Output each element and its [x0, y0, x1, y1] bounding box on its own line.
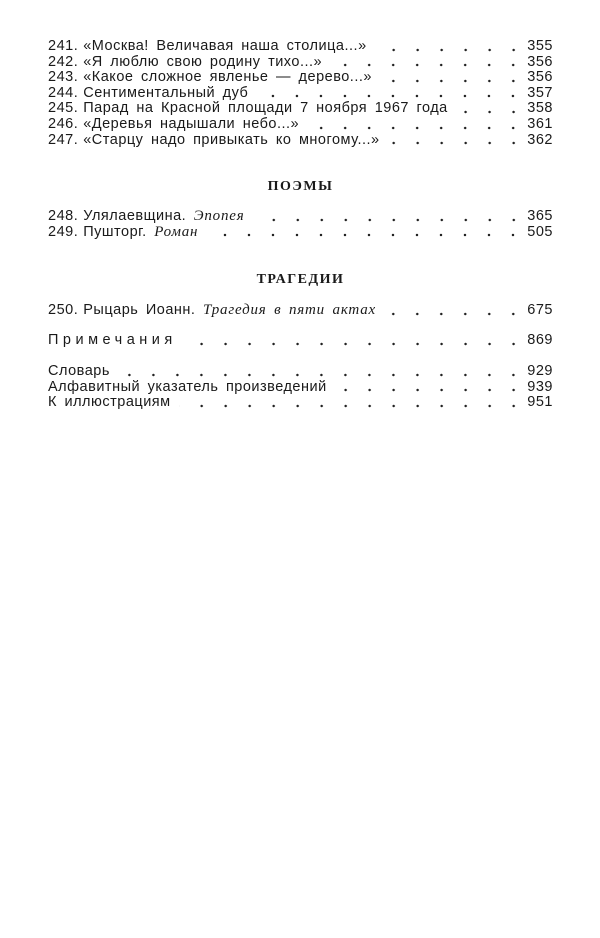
leader-dots — [456, 110, 526, 114]
entry-page: 357 — [527, 84, 553, 101]
entry-page: 951 — [527, 394, 553, 411]
entry-page: 365 — [527, 208, 553, 224]
toc-entry[interactable] — [48, 364, 553, 380]
entry-number: 248. — [48, 208, 79, 224]
toc-entry[interactable] — [48, 133, 553, 149]
leader-dots — [253, 218, 526, 222]
toc-section-poemy — [48, 209, 553, 240]
entry-page: 356 — [527, 69, 553, 86]
section-heading-tragedies: ТРАГЕДИИ — [256, 272, 345, 287]
entry-title: «Какое сложное явленье — дерево...» — [83, 69, 372, 86]
entry-title: «Деревья надышали небо...» — [83, 115, 300, 132]
leader-dots — [179, 404, 526, 408]
entry-title: «Старцу надо привыкать ко многому...» — [83, 131, 380, 148]
entry-title: Парад на Красной площади 7 ноября 1967 года — [83, 100, 448, 117]
entry-title-wrap — [83, 303, 376, 319]
entry-page: 361 — [527, 115, 553, 132]
entry-title: Сентиментальный дуб — [83, 84, 249, 101]
toc-entry[interactable] — [48, 86, 553, 102]
leader-dots — [307, 126, 525, 130]
entry-number: 244. — [48, 84, 79, 101]
entry-title: «Я люблю свою родину тихо...» — [83, 53, 323, 70]
entry-title-wrap — [83, 225, 198, 241]
toc-entry[interactable] — [48, 70, 553, 86]
entry-title: «Москва! Величавая наша столица...» — [83, 38, 367, 54]
entry-number: 243. — [48, 69, 79, 86]
entry-title-wrap — [48, 395, 171, 411]
entry-page: 355 — [527, 38, 553, 54]
leader-dots — [118, 373, 525, 377]
toc-entry[interactable] — [48, 209, 553, 225]
entry-title: Алфавитный указатель произведений — [48, 378, 327, 395]
entry-page: 362 — [527, 131, 553, 148]
entry-title-wrap — [83, 70, 372, 86]
toc-section-tragedies — [48, 303, 553, 319]
entry-page: 505 — [527, 223, 553, 240]
toc-entry[interactable] — [48, 55, 553, 71]
entry-number: 250. — [48, 302, 79, 318]
leader-dots — [388, 141, 526, 145]
entry-genre: Роман — [154, 223, 199, 240]
entry-title-wrap — [48, 364, 110, 380]
entry-page: 356 — [527, 53, 553, 70]
entry-title-wrap — [83, 86, 248, 102]
entry-title-wrap — [83, 39, 366, 55]
section-heading-poems: ПОЭМЫ — [267, 179, 334, 194]
toc-entry[interactable] — [48, 117, 553, 133]
toc-entry[interactable] — [48, 395, 553, 411]
entry-number: 247. — [48, 131, 79, 148]
entry-title: К иллюстрациям — [48, 394, 171, 411]
entry-number: 241. — [48, 38, 79, 54]
entry-page: 675 — [527, 302, 553, 318]
entry-title: Улялаевщина. — [83, 208, 187, 224]
entry-page: 939 — [527, 378, 553, 395]
entry-page: 358 — [527, 100, 553, 117]
leader-dots — [206, 233, 525, 237]
leader-dots — [380, 79, 525, 83]
leader-dots — [375, 48, 526, 52]
leader-dots — [185, 342, 526, 346]
entry-page: 929 — [527, 363, 553, 379]
entry-title-wrap — [48, 380, 327, 396]
leader-dots — [256, 94, 525, 98]
entry-title-wrap — [83, 117, 299, 133]
entry-title: Примечания — [48, 332, 177, 348]
toc-section-poems-list — [48, 39, 553, 148]
entry-number: 245. — [48, 100, 79, 117]
entry-title-wrap — [83, 133, 379, 149]
leader-dots — [335, 388, 526, 392]
entry-title-wrap — [83, 209, 244, 225]
toc-notes — [48, 333, 553, 349]
toc-entry[interactable] — [48, 225, 553, 241]
toc-entry[interactable] — [48, 101, 553, 117]
entry-number: 249. — [48, 223, 79, 240]
entry-genre: Эпопея — [193, 208, 245, 224]
entry-title: Пушторг. — [83, 223, 147, 240]
toc-entry[interactable] — [48, 380, 553, 396]
toc-entry[interactable] — [48, 39, 553, 55]
leader-dots — [384, 312, 525, 316]
entry-title: Рыцарь Иоанн. — [83, 302, 196, 318]
entry-page: 869 — [527, 332, 553, 348]
leader-dots — [330, 63, 525, 67]
toc-entry[interactable] — [48, 303, 553, 319]
toc-appendix — [48, 364, 553, 411]
entry-title: Словарь — [48, 363, 110, 379]
entry-number: 242. — [48, 53, 79, 70]
toc-entry-notes[interactable] — [48, 333, 553, 349]
entry-title-wrap — [83, 55, 322, 71]
entry-genre: Трагедия в пяти актах — [202, 302, 377, 318]
entry-number: 246. — [48, 115, 79, 132]
entry-title-wrap — [83, 101, 447, 117]
